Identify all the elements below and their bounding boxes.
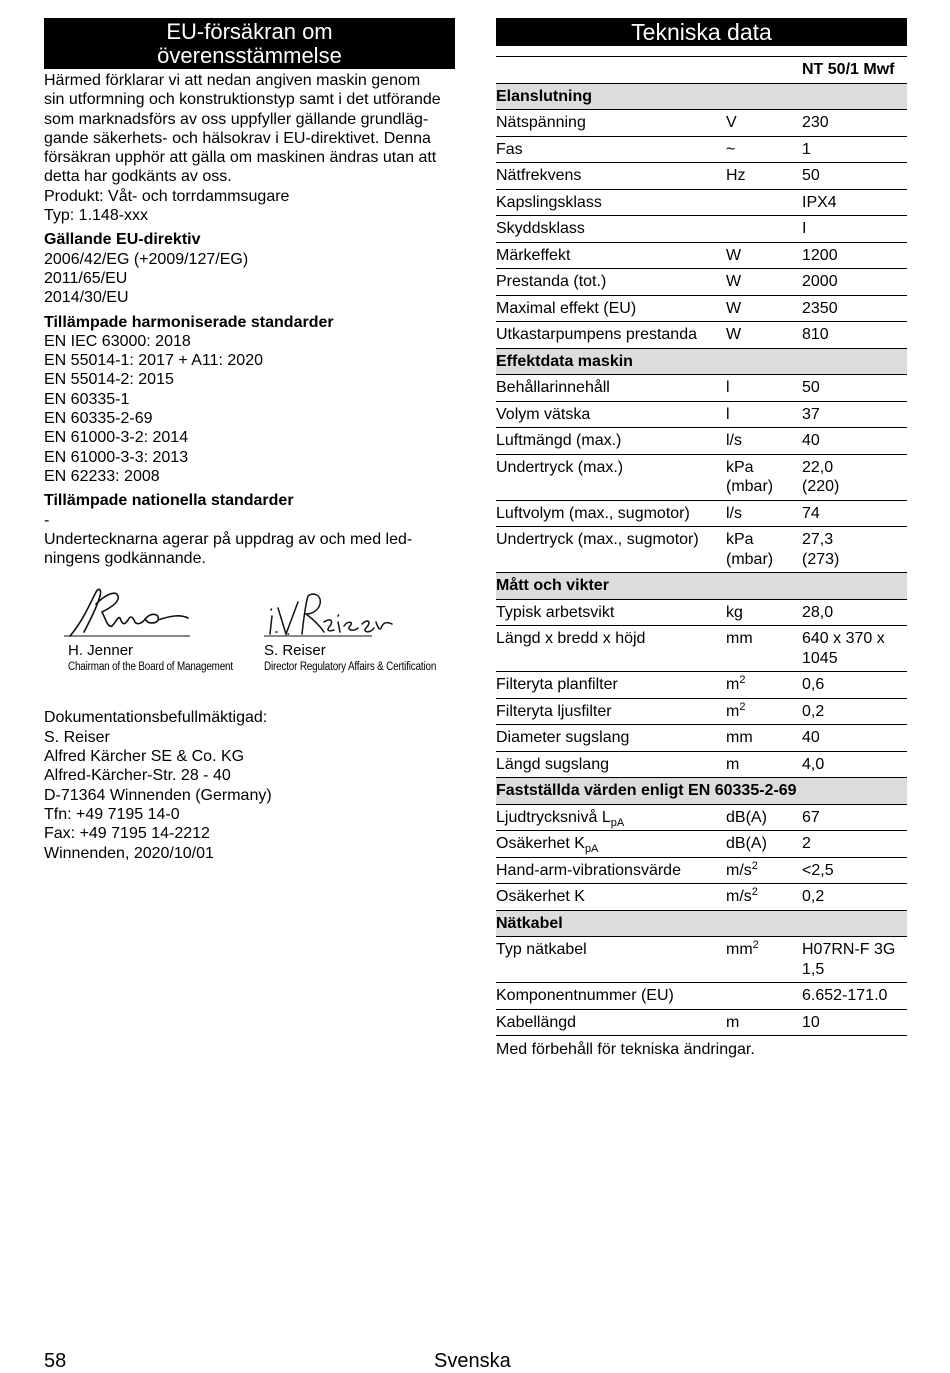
spec-label-subscript: pA <box>584 843 599 855</box>
spec-unit-superscript: 2 <box>751 859 758 872</box>
spec-label: Diameter sugslang <box>496 729 630 746</box>
spec-value-cell <box>802 884 907 911</box>
spec-value-cell <box>802 751 907 778</box>
spec-label: Utkastarpumpens prestanda <box>496 326 697 343</box>
technical-data-column <box>496 18 907 1059</box>
directive-item: 2014/30/EU <box>44 289 129 307</box>
signing-line: Undertecknarna agerar på uppdrag av och med led- <box>44 530 413 548</box>
intro-line: detta har godkänts av oss. <box>44 168 232 186</box>
spec-value: 1 <box>802 140 811 158</box>
address-line: Alfred Kärcher SE & Co. KG <box>44 748 245 766</box>
spec-value: 2350 <box>802 299 838 317</box>
spec-value: 40 <box>802 729 820 746</box>
spec-row <box>496 599 907 626</box>
disclaimer-note: Med förbehåll för tekniska ändringar. <box>496 1041 755 1058</box>
standard-item: EN 55014-2: 2015 <box>44 371 174 389</box>
spec-value: 1200 <box>802 246 838 264</box>
spec-unit-cell <box>726 751 802 778</box>
intro-line: som marknadsförs av oss uppfyller gällande grundläg- <box>44 110 429 128</box>
section-heading-row <box>496 778 907 805</box>
spec-row <box>496 698 907 725</box>
spec-unit: ~ <box>726 140 736 158</box>
spec-value: 230 <box>802 114 829 131</box>
spec-label: Luftvolym (max., sugmotor) <box>496 504 690 522</box>
spec-unit-cell <box>726 189 802 216</box>
spec-row <box>496 454 907 500</box>
spec-row <box>496 322 907 349</box>
spec-value-cell <box>802 110 907 137</box>
spec-label: Maximal effekt (EU) <box>496 299 637 317</box>
spec-unit-cell <box>726 401 802 428</box>
spec-unit-cell <box>726 295 802 322</box>
intro-line: sin utformning och konstruktionstyp samt i det utförande <box>44 91 441 109</box>
spec-value-cell <box>802 983 907 1010</box>
address-line: Winnenden, 2020/10/01 <box>44 844 214 862</box>
spec-value-cell <box>802 1009 907 1036</box>
spec-label-cell <box>496 295 726 322</box>
spec-unit: W <box>726 246 742 264</box>
harmonised-list <box>44 332 455 486</box>
spec-value: 50 <box>802 379 820 396</box>
spec-label-cell <box>496 500 726 527</box>
section-heading-row <box>496 910 907 937</box>
spec-unit-cell <box>726 725 802 752</box>
declaration-title-line2: överensstämmelse <box>157 43 342 68</box>
harmonised-heading: Tillämpade harmoniserade standarder <box>44 313 334 331</box>
spec-label: Volym vätska <box>496 405 591 423</box>
spec-row <box>496 804 907 831</box>
spec-unit: kPa <box>726 458 754 476</box>
spec-label-cell <box>496 428 726 455</box>
spec-value-cell <box>802 322 907 349</box>
spec-value-cell <box>802 454 907 500</box>
spec-label-cell <box>496 983 726 1010</box>
section-heading: Effektdata maskin <box>496 348 907 375</box>
section-heading: Elanslutning <box>496 83 907 110</box>
spec-row <box>496 428 907 455</box>
spec-value: 37 <box>802 405 820 423</box>
spec-unit: mm <box>726 941 753 958</box>
spec-label: Komponentnummer (EU) <box>496 987 674 1004</box>
spec-unit-cell <box>726 428 802 455</box>
spec-unit-cell <box>726 831 802 858</box>
standard-item: EN 62233: 2008 <box>44 467 160 485</box>
spec-unit: mm <box>726 630 753 647</box>
spec-unit: m/s <box>726 888 752 905</box>
directive-item: 2011/65/EU <box>44 269 128 287</box>
signature-block-reiser <box>264 586 464 674</box>
spec-value: 640 x 370 x <box>802 630 885 647</box>
spec-row <box>496 110 907 137</box>
spec-value: 0,2 <box>802 702 825 720</box>
spec-value-cell <box>802 804 907 831</box>
spec-label: Osäkerhet K <box>496 835 585 852</box>
spec-value-cell <box>802 295 907 322</box>
signatory-name-reiser: S. Reiser <box>264 642 326 660</box>
signatures <box>44 586 455 686</box>
signatory-name-jenner: H. Jenner <box>68 642 134 660</box>
spec-unit: m <box>726 702 740 720</box>
spec-unit-cell <box>726 698 802 725</box>
spec-label-cell <box>496 242 726 269</box>
spec-unit-cell <box>726 163 802 190</box>
spec-value-cell <box>802 857 907 884</box>
section-heading: Mått och vikter <box>496 573 907 600</box>
spec-value: 6.652-171.0 <box>802 987 888 1004</box>
spec-unit: W <box>726 273 742 290</box>
documentation-address <box>44 708 455 862</box>
spec-label-cell <box>496 831 726 858</box>
spec-value-cell <box>802 428 907 455</box>
spec-value: 2000 <box>802 273 838 290</box>
spec-row <box>496 500 907 527</box>
directives-list <box>44 250 455 308</box>
spec-label-cell <box>496 725 726 752</box>
spec-label-cell <box>496 269 726 296</box>
section-heading-row <box>496 573 907 600</box>
national-value: - <box>44 511 50 529</box>
spec-value-secondary: 1,5 <box>802 960 825 978</box>
spec-row <box>496 884 907 911</box>
spec-row <box>496 831 907 858</box>
spec-unit-cell <box>726 937 802 983</box>
standard-item: EN 61000-3-2: 2014 <box>44 429 189 447</box>
signatory-title-jenner: Chairman of the Board of Management <box>68 661 233 674</box>
spec-value-cell <box>802 163 907 190</box>
spec-value: IPX4 <box>802 193 837 211</box>
language-label: Svenska <box>434 1350 511 1372</box>
spec-value: 40 <box>802 432 820 449</box>
spec-unit-cell <box>726 884 802 911</box>
spec-label: Längd x bredd x höjd <box>496 630 646 647</box>
spec-value-cell <box>802 937 907 983</box>
spec-label-cell <box>496 454 726 500</box>
spec-label-cell <box>496 322 726 349</box>
spec-label: Filteryta planfilter <box>496 676 618 693</box>
declaration-title-line1: EU-försäkran om <box>166 19 333 44</box>
spec-label: Kapslingsklass <box>496 193 602 211</box>
spec-unit: kPa <box>726 531 754 548</box>
spec-unit-secondary: (mbar) <box>726 478 774 495</box>
spec-label-cell <box>496 189 726 216</box>
spec-value-cell <box>802 136 907 163</box>
national-heading: Tillämpade nationella standarder <box>44 492 294 510</box>
directive-item: 2006/42/EG (+2009/127/EG) <box>44 250 249 268</box>
spec-label-cell <box>496 804 726 831</box>
section-heading-row <box>496 348 907 375</box>
spec-value: 27,3 <box>802 531 834 548</box>
spec-unit: kg <box>726 603 743 621</box>
standard-item: EN 55014-1: 2017 + A11: 2020 <box>44 352 263 370</box>
spec-label: Skyddsklass <box>496 220 585 237</box>
spec-label-subscript: pA <box>610 816 625 829</box>
spec-row <box>496 269 907 296</box>
spec-label: Luftmängd (max.) <box>496 432 622 449</box>
spec-label-cell <box>496 884 726 911</box>
spec-unit-cell <box>726 527 802 573</box>
spec-label: Undertryck (max., sugmotor) <box>496 531 699 548</box>
spec-label-cell <box>496 163 726 190</box>
model-name: NT 50/1 Mwf <box>802 57 907 84</box>
spec-unit: dB(A) <box>726 808 767 826</box>
declaration-title <box>44 18 455 69</box>
spec-unit-cell <box>726 500 802 527</box>
spec-value: 50 <box>802 167 820 184</box>
spec-value-cell <box>802 189 907 216</box>
spec-unit-superscript: 2 <box>739 674 746 686</box>
spec-label: Kabellängd <box>496 1013 577 1031</box>
address-line: Tfn: +49 7195 14-0 <box>44 805 180 823</box>
spec-row <box>496 672 907 699</box>
spec-row <box>496 937 907 983</box>
type-line: Typ: 1.148-xxx <box>44 207 149 225</box>
spec-unit-cell <box>726 269 802 296</box>
spec-unit: l/s <box>726 504 742 522</box>
spec-row <box>496 751 907 778</box>
spec-unit: mm <box>726 729 753 746</box>
address-line: S. Reiser <box>44 728 110 746</box>
spec-unit-cell <box>726 599 802 626</box>
spec-value-secondary: 1045 <box>802 649 838 667</box>
spec-value: 67 <box>802 808 820 826</box>
spec-unit: Hz <box>726 167 746 184</box>
spec-label-cell <box>496 698 726 725</box>
intro-line: gande säkerhets- och hälsokrav i EU-direktivet. Denna <box>44 129 431 147</box>
spec-label: Nätfrekvens <box>496 167 582 184</box>
spec-label: Behållarinnehåll <box>496 379 610 396</box>
spec-unit-cell <box>726 626 802 672</box>
spec-label-cell <box>496 136 726 163</box>
spec-unit-cell <box>726 1009 802 1036</box>
spec-label: Prestanda (tot.) <box>496 273 607 290</box>
spec-unit: l <box>726 405 730 423</box>
intro-line: Härmed förklarar vi att nedan angiven maskin genom <box>44 72 421 89</box>
spec-label: Fas <box>496 140 523 158</box>
spec-label-cell <box>496 857 726 884</box>
spec-unit: l/s <box>726 432 742 449</box>
spec-label-cell <box>496 375 726 402</box>
signing-statement <box>44 530 455 569</box>
spec-unit-superscript: 2 <box>752 939 759 951</box>
spec-row <box>496 216 907 243</box>
spec-value-cell <box>802 401 907 428</box>
spec-label-cell <box>496 937 726 983</box>
spec-value: 10 <box>802 1013 820 1031</box>
signing-line: ningens godkännande. <box>44 550 206 568</box>
spec-value: 0,6 <box>802 676 825 693</box>
spec-unit: m <box>726 676 740 693</box>
address-line: Dokumentationsbefullmäktigad: <box>44 709 268 727</box>
spec-value: 22,0 <box>802 458 834 476</box>
spec-row <box>496 375 907 402</box>
spec-label: Längd sugslang <box>496 755 609 773</box>
spec-row <box>496 1009 907 1036</box>
spec-value: I <box>802 220 807 237</box>
spec-label-cell <box>496 1009 726 1036</box>
spec-unit-superscript: 2 <box>751 886 758 898</box>
spec-value: H07RN-F 3G <box>802 941 896 958</box>
spec-label: Nätspänning <box>496 114 586 131</box>
spec-row <box>496 189 907 216</box>
spec-label-cell <box>496 626 726 672</box>
spec-label: Filteryta ljusfilter <box>496 702 612 720</box>
spec-unit: m/s <box>726 861 752 879</box>
spec-unit: m <box>726 755 740 773</box>
signature-block-jenner <box>62 586 242 674</box>
model-row <box>496 57 907 84</box>
spec-value-cell <box>802 599 907 626</box>
spec-value: 28,0 <box>802 603 834 621</box>
spec-unit-cell <box>726 110 802 137</box>
spec-row <box>496 163 907 190</box>
spec-row <box>496 857 907 884</box>
declaration-column <box>44 18 455 863</box>
spec-label: Osäkerhet K <box>496 888 585 905</box>
spec-value-cell <box>802 269 907 296</box>
spec-unit: V <box>726 114 737 131</box>
spec-label-cell <box>496 751 726 778</box>
spec-label: Typisk arbetsvikt <box>496 603 615 621</box>
spec-value: 0,2 <box>802 888 825 905</box>
spec-value-secondary: (273) <box>802 550 840 568</box>
spec-value: 2 <box>802 835 811 852</box>
spec-value-cell <box>802 375 907 402</box>
spec-unit-cell <box>726 672 802 699</box>
spec-value-cell <box>802 626 907 672</box>
spec-value-cell <box>802 831 907 858</box>
spec-row <box>496 401 907 428</box>
spec-value: 4,0 <box>802 755 825 773</box>
spec-value: 74 <box>802 504 820 522</box>
spec-label: Hand-arm-vibrationsvärde <box>496 861 681 879</box>
section-heading: Nätkabel <box>496 910 907 937</box>
spec-label-cell <box>496 599 726 626</box>
standard-item: EN 60335-2-69 <box>44 410 153 428</box>
signature-reiser-image <box>264 586 424 642</box>
spec-value-cell <box>802 216 907 243</box>
spec-value: <2,5 <box>802 861 834 879</box>
spec-unit-cell <box>726 857 802 884</box>
technical-data-title: Tekniska data <box>496 18 907 46</box>
signature-jenner-image <box>62 586 242 642</box>
intro-line: försäkran upphör att gälla om maskinen ändras utan att <box>44 149 437 167</box>
spec-label-cell <box>496 401 726 428</box>
spec-value-cell <box>802 242 907 269</box>
spec-unit: m <box>726 1013 740 1031</box>
spec-row <box>496 527 907 573</box>
directives-heading: Gällande EU-direktiv <box>44 231 201 249</box>
spec-label-cell <box>496 216 726 243</box>
spec-label: Typ nätkabel <box>496 941 587 958</box>
spec-row <box>496 983 907 1010</box>
spec-unit-cell <box>726 216 802 243</box>
address-line: Fax: +49 7195 14-2212 <box>44 825 210 843</box>
spec-unit-cell <box>726 983 802 1010</box>
section-heading: Fastställda värden enligt EN 60335-2-69 <box>496 778 907 805</box>
standard-item: EN 60335-1 <box>44 390 130 408</box>
declaration-intro <box>44 71 455 225</box>
address-line: Alfred-Kärcher-Str. 28 - 40 <box>44 767 231 785</box>
spec-unit-cell <box>726 375 802 402</box>
technical-data-table <box>496 56 907 1036</box>
spec-row <box>496 295 907 322</box>
spec-unit-superscript: 2 <box>739 700 746 713</box>
standard-item: EN 61000-3-3: 2013 <box>44 448 189 466</box>
spec-unit-cell <box>726 242 802 269</box>
signatory-title-reiser: Director Regulatory Affairs & Certification <box>264 661 437 674</box>
spec-label-cell <box>496 672 726 699</box>
spec-value-cell <box>802 672 907 699</box>
spec-row <box>496 136 907 163</box>
spec-unit-cell <box>726 322 802 349</box>
spec-unit: W <box>726 326 742 343</box>
spec-unit: W <box>726 299 742 317</box>
spec-label-cell <box>496 527 726 573</box>
standard-item: EN IEC 63000: 2018 <box>44 332 191 350</box>
page-number: 58 <box>44 1350 67 1372</box>
spec-label: Undertryck (max.) <box>496 458 624 476</box>
spec-value-cell <box>802 725 907 752</box>
spec-row <box>496 725 907 752</box>
spec-value-cell <box>802 527 907 573</box>
section-heading-row <box>496 83 907 110</box>
spec-row <box>496 626 907 672</box>
spec-unit-cell <box>726 454 802 500</box>
spec-unit: l <box>726 379 730 396</box>
spec-label: Ljudtrycksnivå L <box>496 808 611 826</box>
address-line: D-71364 Winnenden (Germany) <box>44 786 272 804</box>
spec-unit: dB(A) <box>726 835 767 852</box>
spec-label: Märkeffekt <box>496 246 571 264</box>
spec-label-cell <box>496 110 726 137</box>
spec-row <box>496 242 907 269</box>
spec-unit-cell <box>726 136 802 163</box>
spec-value-cell <box>802 698 907 725</box>
spec-value-secondary: (220) <box>802 478 840 495</box>
spec-unit-secondary: (mbar) <box>726 550 774 568</box>
spec-unit-cell <box>726 804 802 831</box>
spec-value: 810 <box>802 326 829 343</box>
product-line: Produkt: Våt- och torrdammsugare <box>44 187 290 205</box>
spec-value-cell <box>802 500 907 527</box>
